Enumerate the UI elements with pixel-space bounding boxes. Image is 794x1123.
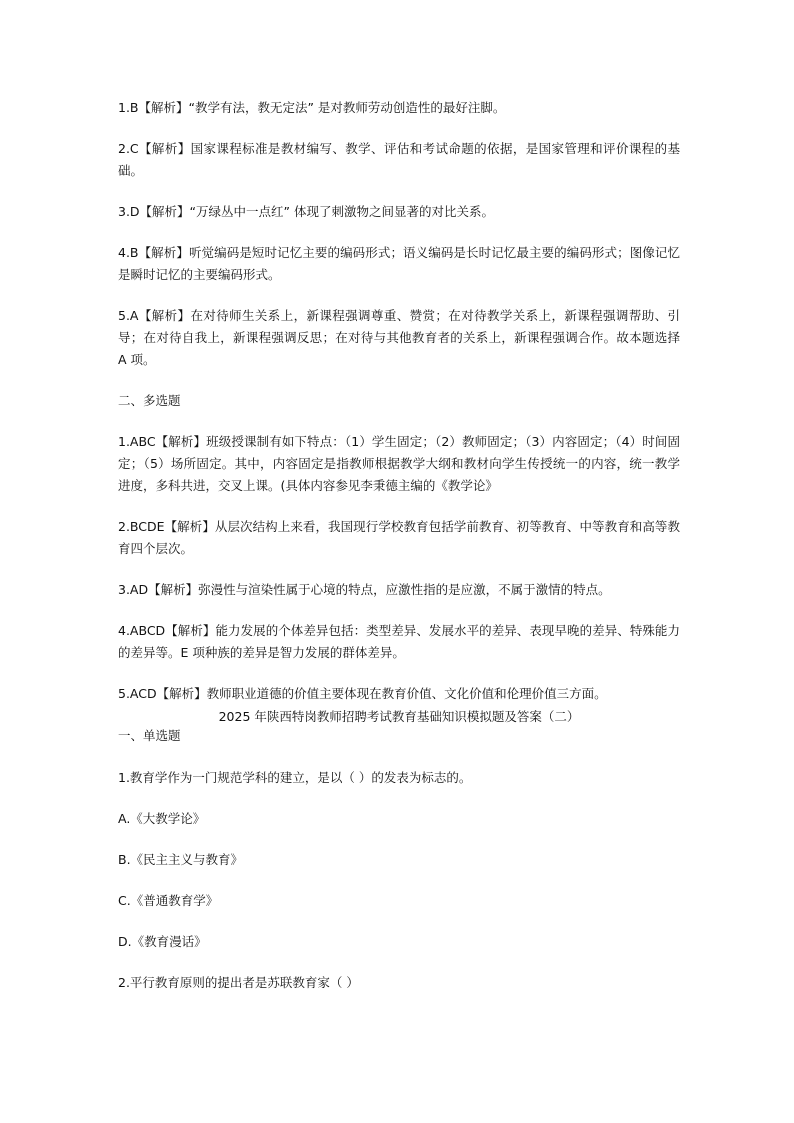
answer-explanation: 2.C【解析】国家课程标准是教材编写、教学、评估和考试命题的依据，是国家管理和评价课程的基础。 [118, 141, 680, 178]
answer-explanation: 5.A【解析】在对待师生关系上，新课程强调尊重、赞赏；在对待教学关系上，新课程强调帮助、引导；在对待自我上，新课程强调反思；在对待与其他教育者的关系上，新课程强调合作。故本题选择 A 项。 [118, 308, 680, 367]
answer-explanation: 1.B【解析】“教学有法，教无定法” 是对教师劳动创造性的最好注脚。 [118, 100, 506, 115]
option: B.《民主主义与教育》 [118, 852, 244, 867]
option: D.《教育漫话》 [118, 934, 207, 949]
question: 1.教育学作为一门规范学科的建立，是以（ ）的发表为标志的。 [118, 770, 472, 785]
option: A.《大教学论》 [118, 811, 206, 826]
section-heading-multi: 二、多选题 [118, 393, 181, 408]
answer-explanation: 4.B【解析】听觉编码是短时记忆主要的编码形式；语义编码是长时记忆最主要的编码形式；图像记忆是瞬时记忆的主要编码形式。 [118, 245, 680, 282]
section-heading-single: 一、单选题 [118, 728, 181, 743]
answer-explanation: 1.ABC【解析】班级授课制有如下特点：（1）学生固定；（2）教师固定；（3）内容固定；（4）时间固定；（5）场所固定。其中，内容固定是指教师根据教学大纲和教材向学生传授统一的内容，统一教学进度，多科共进，交叉上课。(具体内容参见李秉德主编的《教学论》 [118, 434, 680, 493]
answer-explanation: 3.D【解析】“万绿丛中一点红” 体现了刺激物之间显著的对比关系。 [118, 204, 494, 219]
answer-explanation: 4.ABCD【解析】能力发展的个体差异包括：类型差异、发展水平的差异、表现早晚的差异、特殊能力的差异等。E 项种族的差异是智力发展的群体差异。 [118, 623, 680, 660]
question: 2.平行教育原则的提出者是苏联教育家（ ） [118, 975, 359, 990]
document-title: 2025 年陕西特岗教师招聘考试教育基础知识模拟题及答案（二） [218, 709, 580, 724]
answer-explanation: 2.BCDE【解析】从层次结构上来看，我国现行学校教育包括学前教育、初等教育、中等教育和高等教育四个层次。 [118, 519, 680, 556]
document-page [118, 97, 680, 1013]
option: C.《普通教育学》 [118, 893, 219, 908]
answer-explanation: 5.ACD【解析】教师职业道德的价值主要体现在教育价值、文化价值和伦理价值三方面。 [118, 686, 607, 701]
answer-explanation: 3.AD【解析】弥漫性与渲染性属于心境的特点，应激性指的是应激，不属于激情的特点。 [118, 582, 611, 597]
